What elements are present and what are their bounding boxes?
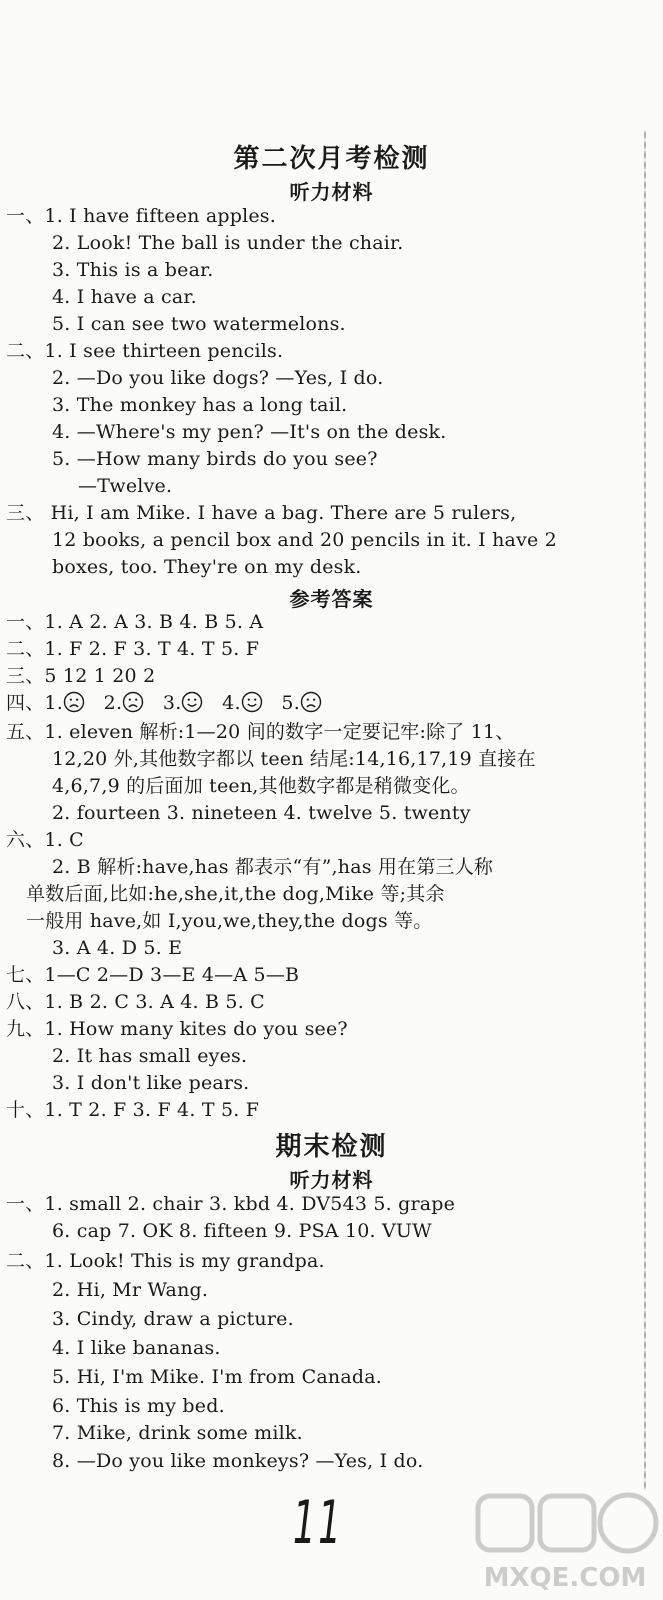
listening-line: 3. The monkey has a long tail.	[52, 394, 348, 416]
face-item: 1.	[44, 692, 85, 714]
section2-title: 期末检测	[275, 1132, 388, 1162]
answer-line: 一、1. A 2. A 3. B 4. B 5. A	[6, 611, 264, 633]
answer-line-faces	[6, 690, 322, 716]
answer-line: 3. I don't like pears.	[52, 1072, 250, 1094]
listening-line: 12 books, a pencil box and 20 pencils in it. I have 2	[52, 529, 557, 551]
answer-line: 八、1. B 2. C 3. A 4. B 5. C	[6, 991, 265, 1013]
answer-line: 七、1—C 2—D 3—E 4—A 5—B	[6, 964, 300, 986]
face-item: 4.	[222, 692, 263, 714]
answer-line: 2. B 解析:have,has 都表示“有”,has 用在第三人称	[52, 856, 494, 878]
face-item: 2.	[104, 692, 145, 714]
face-item: 3.	[163, 692, 204, 714]
listening-line: 3. This is a bear.	[52, 259, 214, 281]
answer-line: 三、5 12 1 20 2	[6, 665, 156, 687]
listening-line: 5. I can see two watermelons.	[52, 313, 346, 335]
section1-title: 第二次月考检测	[233, 144, 430, 174]
watermark-logo	[470, 1490, 660, 1595]
listening-line: 二、1. Look! This is my grandpa.	[6, 1250, 325, 1272]
sad-face-icon	[300, 691, 322, 713]
listening-line: 4. —Where's my pen? —It's on the desk.	[52, 421, 447, 443]
listening-line: 4. I like bananas.	[52, 1337, 221, 1359]
listening-line: 5. —How many birds do you see?	[52, 448, 378, 470]
answer-line: 2. fourteen 3. nineteen 4. twelve 5. twenty	[52, 802, 471, 824]
listening-line: 4. I have a car.	[52, 286, 197, 308]
answer-line: 六、1. C	[6, 829, 84, 851]
listening-line: 一、1. small 2. chair 3. kbd 4. DV543 5. grape	[6, 1193, 456, 1215]
listening-line: 三、 Hi, I am Mike. I have a bag. There are 5 rulers,	[6, 502, 517, 524]
listening-line: 6. This is my bed.	[52, 1395, 225, 1417]
listening-line: 2. Look! The ball is under the chair.	[52, 232, 404, 254]
listening-line: —Twelve.	[78, 475, 173, 497]
answer-line: 3. A 4. D 5. E	[52, 937, 183, 959]
answer-line: 单数后面,比如:he,she,it,the dog,Mike 等;其余	[26, 883, 445, 905]
answer-line: 一般用 have,如 I,you,we,they,the dogs 等。	[26, 910, 433, 932]
listening-line: 二、1. I see thirteen pencils.	[6, 340, 284, 362]
answer-label: 四、	[6, 692, 45, 714]
sad-face-icon	[122, 691, 144, 713]
listening-line: 2. —Do you like dogs? —Yes, I do.	[52, 367, 384, 389]
listening-line: 一、1. I have fifteen apples.	[6, 205, 276, 227]
listening-line: boxes, too. They're on my desk.	[52, 556, 362, 578]
listening-line: 7. Mike, drink some milk.	[52, 1422, 303, 1444]
listening-line: 5. Hi, I'm Mike. I'm from Canada.	[52, 1366, 382, 1388]
happy-face-icon	[181, 691, 203, 713]
answer-line: 五、1. eleven 解析:1—20 间的数字一定要记牢:除了 11、	[6, 721, 515, 743]
section1-listening-title: 听力材料	[289, 180, 374, 204]
answer-line: 二、1. F 2. F 3. T 4. T 5. F	[6, 638, 260, 660]
sad-face-icon	[63, 691, 85, 713]
binding-dots	[644, 130, 646, 1490]
page-number: 11	[292, 1488, 344, 1558]
listening-line: 3. Cindy, draw a picture.	[52, 1308, 294, 1330]
answer-line: 十、1. T 2. F 3. F 4. T 5. F	[6, 1099, 260, 1121]
watermark-text: MXQE.COM	[483, 1563, 647, 1593]
answer-line: 九、1. How many kites do you see?	[6, 1018, 348, 1040]
answer-line: 12,20 外,其他数字都以 teen 结尾:14,16,17,19 直接在	[52, 748, 536, 770]
listening-line: 6. cap 7. OK 8. fifteen 9. PSA 10. VUW	[52, 1220, 432, 1242]
section2-listening-title: 听力材料	[289, 1168, 374, 1192]
answer-line: 4,6,7,9 的后面加 teen,其他数字都是稍微变化。	[52, 775, 470, 797]
answer-line: 2. It has small eyes.	[52, 1045, 248, 1067]
listening-line: 2. Hi, Mr Wang.	[52, 1279, 209, 1301]
section1-answers-title: 参考答案	[289, 587, 374, 611]
happy-face-icon	[241, 691, 263, 713]
listening-line: 8. —Do you like monkeys? —Yes, I do.	[52, 1450, 424, 1472]
face-item: 5.	[281, 692, 322, 714]
